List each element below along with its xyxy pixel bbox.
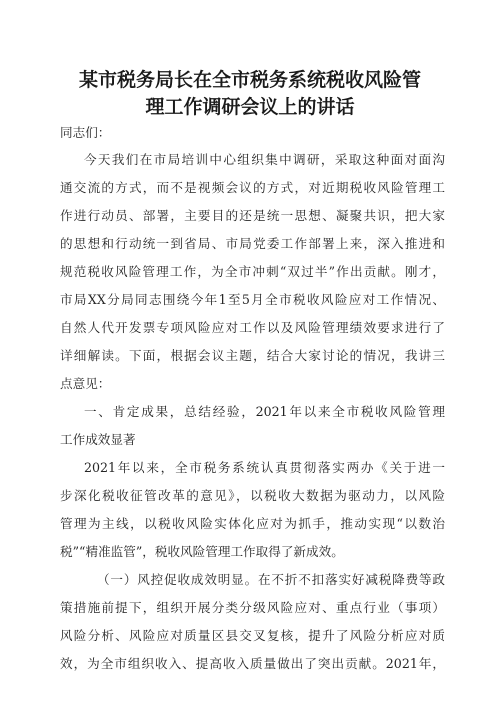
- body-line: 市局XX分局同志围绕今年1至5月全市税收风险应对工作情况、: [60, 292, 445, 307]
- document-title-line-2: 理工作调研会议上的讲话: [145, 96, 355, 118]
- body-line: 税”“精准监管”，税收风险管理工作取得了新成效。: [60, 544, 344, 559]
- body-line: 详细解读。下面，根据会议主题，结合大家讨论的情况，我讲三: [60, 348, 445, 363]
- body-line: 通交流的方式，而不是视频会议的方式，对近期税收风险管理工: [60, 180, 445, 195]
- body-line: 风险分析、风险应对质量区县交叉复核，提升了风险分析应对质: [60, 628, 445, 643]
- body-line: 规范税收风险管理工作，为全市冲刺“双过半”作出贡献。刚才，: [60, 264, 445, 279]
- body-line: 策措施前提下，组织开展分类分级风险应对、重点行业（事项）: [60, 600, 445, 615]
- section-heading-continued: 工作成效显著: [60, 432, 136, 447]
- body-line: 自然人代开发票专项风险应对工作以及风险管理绩效要求进行了: [60, 320, 445, 335]
- body-line: 效，为全市组织收入、提高收入质量做出了突出贡献。2021年，: [60, 656, 445, 671]
- salutation: 同志们：: [60, 125, 111, 140]
- body-line: 的思想和行动统一到省局、市局党委工作部署上来，深入推进和: [60, 236, 445, 251]
- body-line: 今天我们在市局培训中心组织集中调研，采取这种面对面沟: [84, 152, 445, 167]
- body-line: 2021年以来，全市税务系统认真贯彻落实两办《关于进一: [84, 460, 445, 475]
- body-line: 步深化税收征管改革的意见》，以税收大数据为驱动力，以风险: [60, 488, 445, 503]
- section-heading: 一、肯定成果，总结经验，2021年以来全市税收风险管理: [84, 404, 445, 419]
- body-line: 作进行动员、部署，主要目的还是统一思想、凝聚共识，把大家: [60, 208, 445, 223]
- document-title-line-1: 某市税务局长在全市税务系统税收风险管: [78, 69, 421, 91]
- subsection-line: （一）风控促收成效明显。在不折不扣落实好减税降费等政: [97, 572, 445, 587]
- body-line: 管理为主线，以税收风险实体化应对为抓手，推动实现“以数治: [60, 516, 445, 531]
- body-line: 点意见：: [60, 376, 111, 391]
